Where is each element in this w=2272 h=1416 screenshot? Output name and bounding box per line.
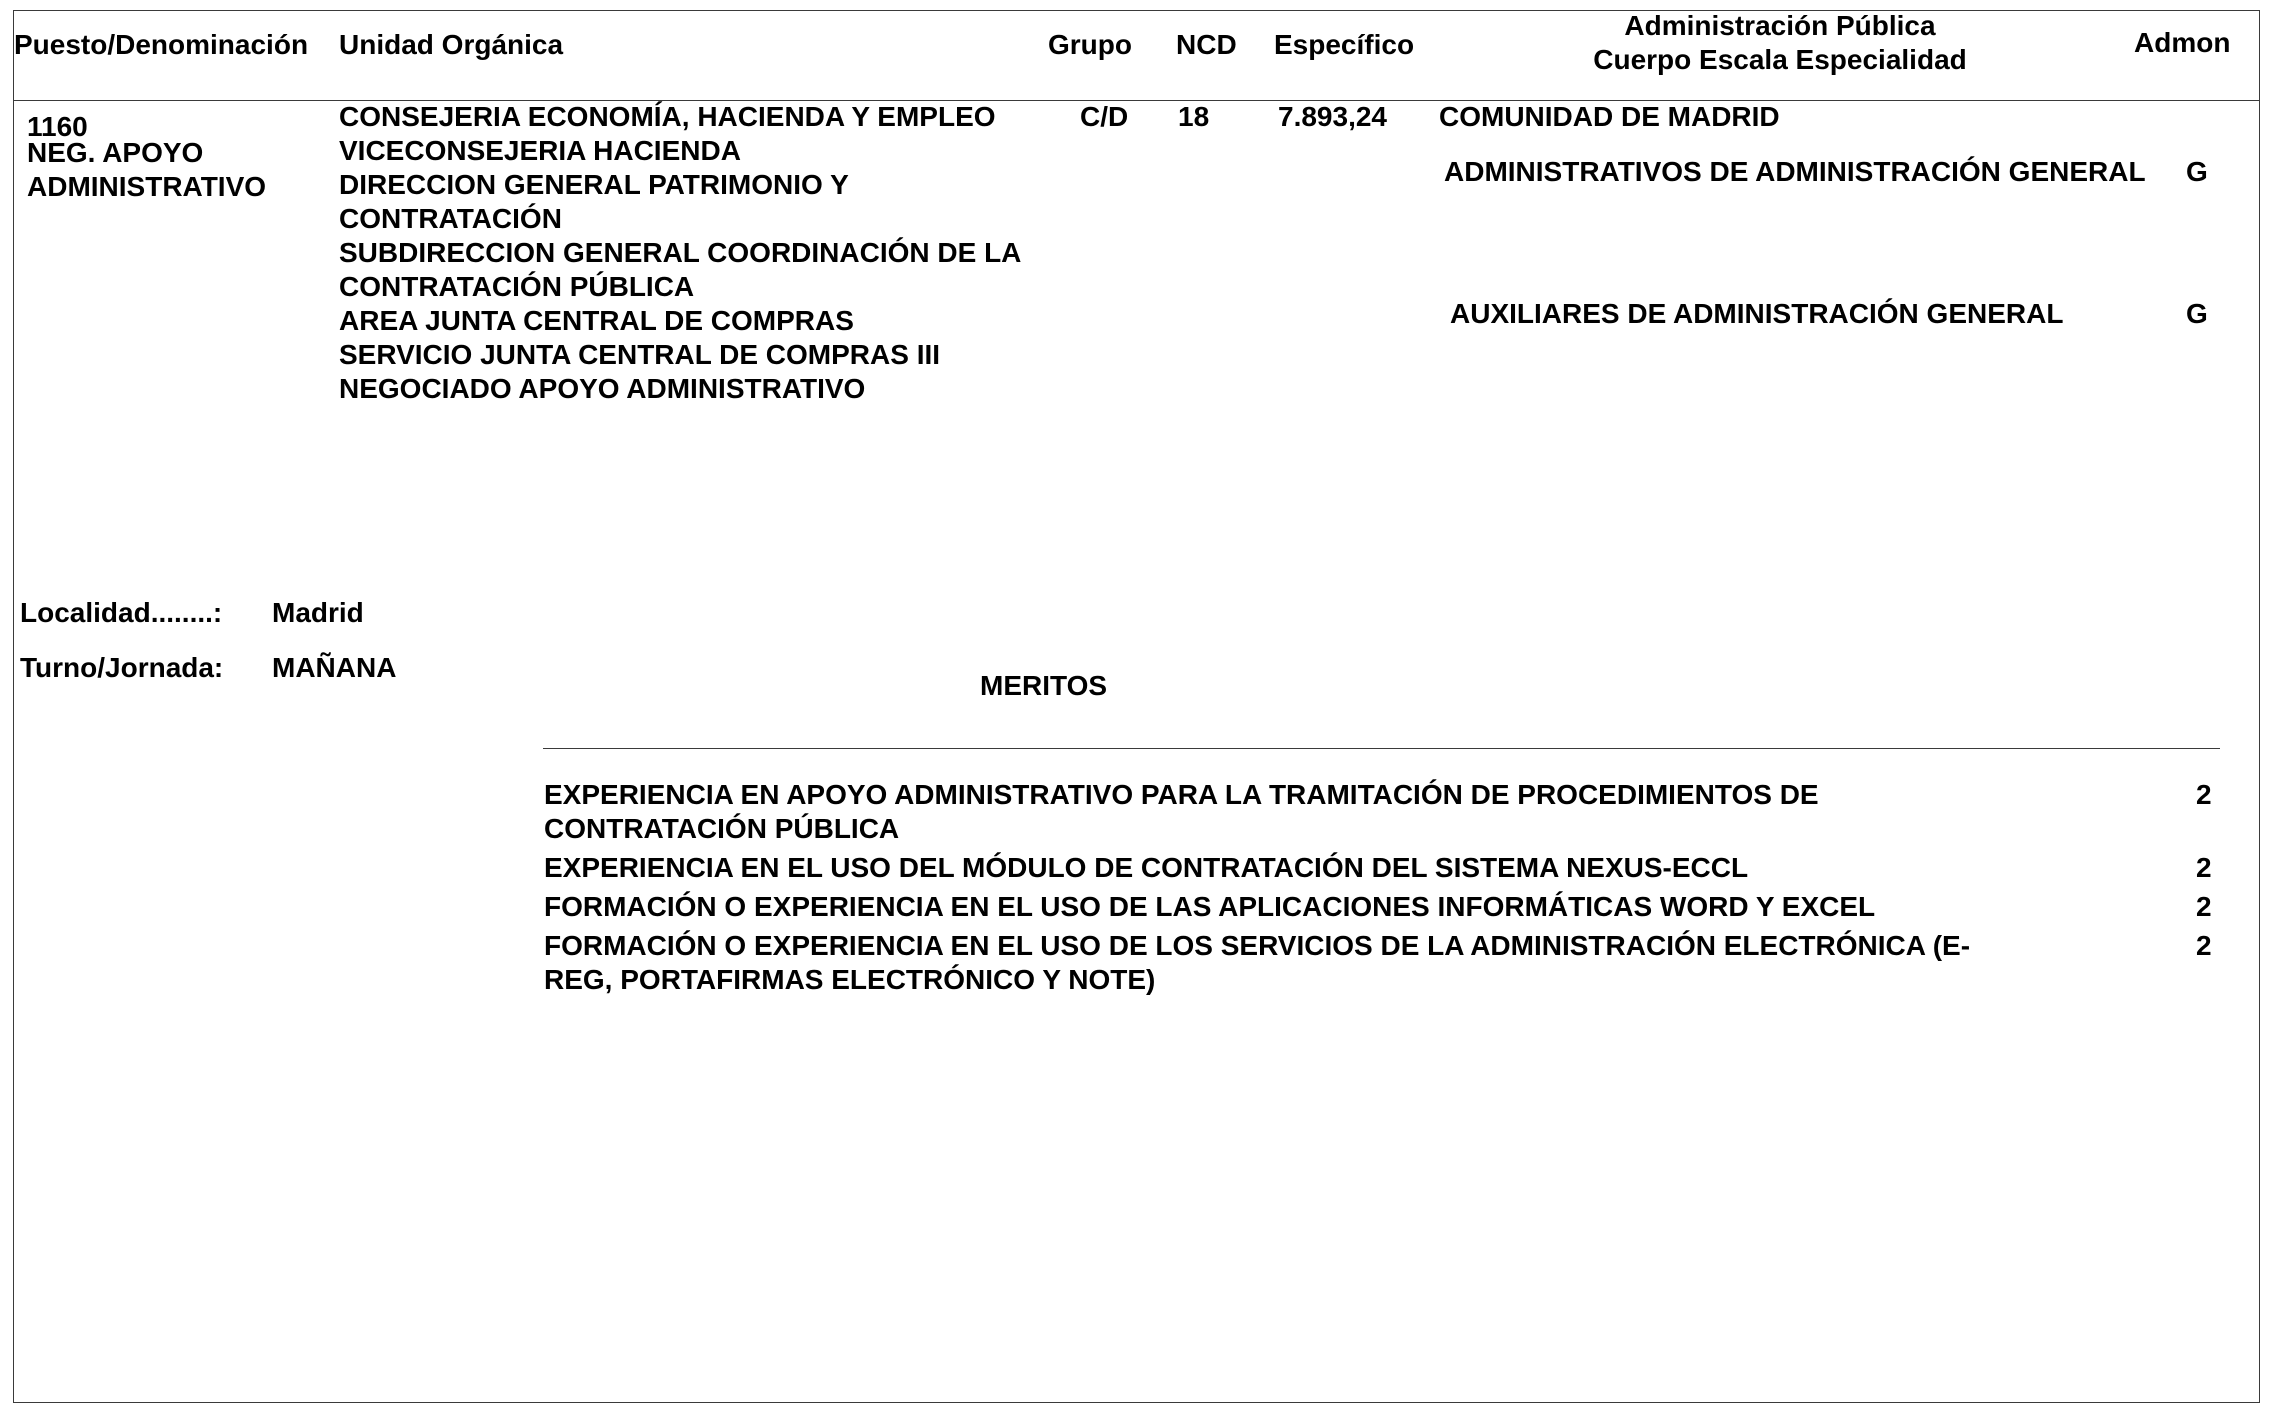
cuerpo-nombre: ADMINISTRATIVOS DE ADMINISTRACIÓN GENERAL [1444, 156, 2146, 187]
unidad-line: DIRECCION GENERAL PATRIMONIO Y [339, 169, 849, 200]
unidad-line: NEGOCIADO APOYO ADMINISTRATIVO [339, 373, 866, 404]
merito-text: CONTRATACIÓN PÚBLICA [544, 813, 900, 844]
header-puesto: Puesto/Denominación [14, 29, 309, 60]
header-unidad: Unidad Orgánica [339, 29, 564, 60]
merito-item [544, 778, 1819, 846]
denominacion-line: ADMINISTRATIVO [27, 171, 267, 202]
especifico-value: 7.893,24 [1278, 101, 1387, 132]
header-cuerpo-escala: Cuerpo Escala Especialidad [1593, 44, 1967, 75]
ncd-value: 18 [1178, 101, 1210, 132]
cuerpo-admon: G [2186, 298, 2208, 329]
header-especifico: Específico [1274, 29, 1415, 60]
unidad-line: CONSEJERIA ECONOMÍA, HACIENDA Y EMPLEO [339, 101, 996, 132]
merito-puntos: 2 [2196, 930, 2212, 961]
merito-puntos: 2 [2196, 779, 2212, 810]
merito-text: FORMACIÓN O EXPERIENCIA EN EL USO DE LOS SERVICIOS DE LA ADMINISTRACIÓN ELECTRÓNICA (E- [544, 930, 1971, 961]
unidad-line: CONTRATACIÓN [339, 203, 562, 234]
merito-text: FORMACIÓN O EXPERIENCIA EN EL USO DE LAS APLICACIONES INFORMÁTICAS WORD Y EXCEL [544, 891, 1876, 922]
turno-label: Turno/Jornada: [20, 652, 224, 683]
cuerpo-nombre: AUXILIARES DE ADMINISTRACIÓN GENERAL [1450, 298, 2064, 329]
merito-text: EXPERIENCIA EN APOYO ADMINISTRATIVO PARA LA TRAMITACIÓN DE PROCEDIMIENTOS DE [544, 779, 1819, 810]
unidad-line: VICECONSEJERIA HACIENDA [339, 135, 741, 166]
grupo-value: C/D [1080, 101, 1129, 132]
header-grupo: Grupo [1048, 29, 1132, 60]
unidad-line: CONTRATACIÓN PÚBLICA [339, 271, 695, 302]
merito-text: REG, PORTAFIRMAS ELECTRÓNICO Y NOTE) [544, 964, 1156, 995]
merito-puntos: 2 [2196, 891, 2212, 922]
header-ncd: NCD [1176, 29, 1237, 60]
merito-text: EXPERIENCIA EN EL USO DEL MÓDULO DE CONTRATACIÓN DEL SISTEMA NEXUS-ECCL [544, 852, 1749, 883]
meritos-title: MERITOS [980, 670, 1108, 701]
meritos-divider [543, 748, 2220, 749]
unidad-line: SERVICIO JUNTA CENTRAL DE COMPRAS III [339, 339, 941, 370]
turno-value: MAÑANA [272, 652, 397, 683]
unidad-line: AREA JUNTA CENTRAL DE COMPRAS [339, 305, 854, 336]
merito-item [544, 929, 1970, 997]
cuerpo-admon: G [2186, 156, 2208, 187]
puesto-denominacion [27, 136, 266, 204]
administracion-value: COMUNIDAD DE MADRID [1439, 101, 1780, 132]
merito-puntos: 2 [2196, 852, 2212, 883]
unidad-organica [339, 100, 1021, 406]
unidad-line: SUBDIRECCION GENERAL COORDINACIÓN DE LA [339, 237, 1022, 268]
localidad-value: Madrid [272, 597, 364, 628]
localidad-label: Localidad........: [20, 597, 223, 628]
header-admin-publica: Administración Pública [1624, 10, 1936, 41]
denominacion-line: NEG. APOYO [27, 137, 204, 168]
header-admon: Admon [2134, 27, 2231, 58]
puesto-codigo: 1160 [27, 111, 88, 142]
